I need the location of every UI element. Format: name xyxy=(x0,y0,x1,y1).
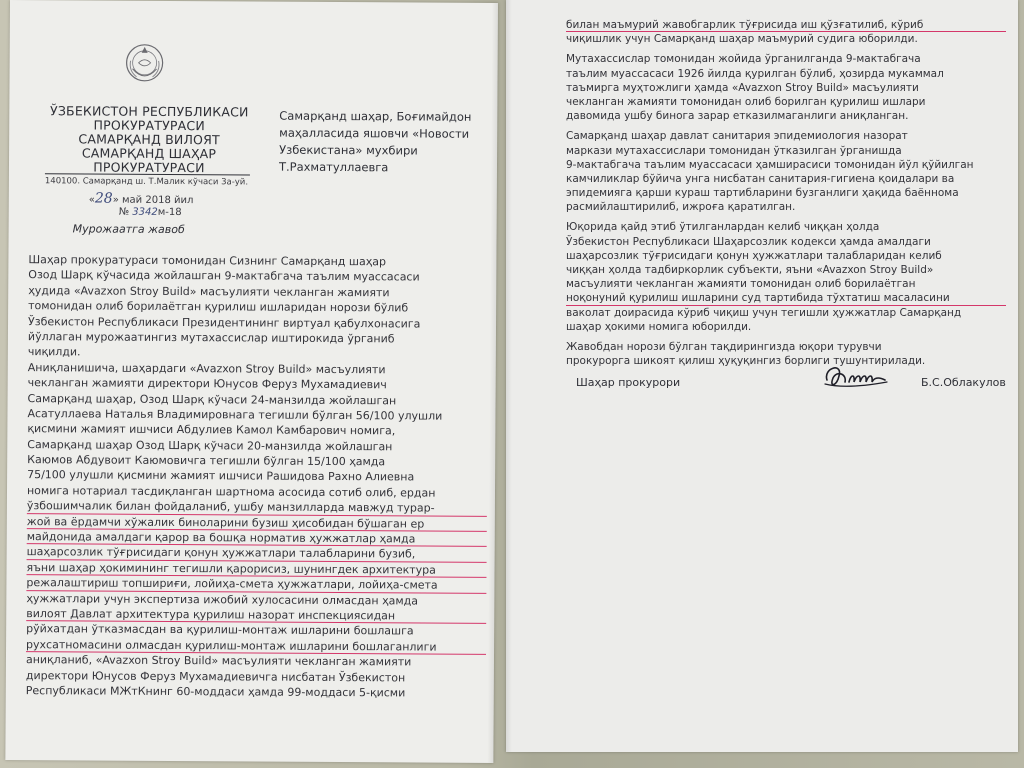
document-number xyxy=(119,207,182,218)
body-text-line: Республикаси МЖтКнинг 60-моддаси ҳамда 99-моддаси 5-қисми xyxy=(25,684,406,700)
body-text-line: қисмини жамият ишчиси Абдулиев Камол Камбарович номига, xyxy=(27,422,396,438)
issuer-line: ПРОКУРАТУРАСИ xyxy=(93,159,205,176)
underlined-text-line: ноқонуний қурилиш ишларини суд тартибида тўхтатиш масаласини xyxy=(566,291,1006,305)
body-text-line: 75/100 улушли қисмини жамият ишчиси Рашидова Рахно Алиевна xyxy=(27,468,415,484)
underlined-text-line: рухсатномасини олмасдан қурилиш-монтаж ишларини бошлаганлиги xyxy=(26,637,486,655)
issuer-address: 140100. Самарқанд ш. Т.Малик кўчаси 3а-уй. xyxy=(44,176,249,188)
body-text-line: Шаҳар прокуратураси томонидан Сизнинг Самарқанд шаҳар xyxy=(28,253,386,269)
underlined-text-line: шаҳарсозлик тўғрисидаги қонун ҳужжатлари талабларини бузиб, xyxy=(27,545,487,563)
issuer-block xyxy=(29,104,269,175)
body-text-line: Мутахассислар томонидан жойида ўрганилганда 9-мактабгача xyxy=(566,53,921,66)
recipient-block xyxy=(279,108,498,177)
body-text-line: Аниқланишича, шаҳардаги «Avazxon Stroy Build» масъулияти xyxy=(27,360,386,377)
underlined-text-line: яъни шаҳар ҳокимининг тегишли қарорисиз, шунингдек архитектура xyxy=(26,560,486,578)
doc-no-prefix: № xyxy=(118,206,130,218)
body-text-line: давомида ушбу бинога зарар етказилмаганлиги аниқланган. xyxy=(566,110,909,123)
underlined-text-line: вилоят Давлат архитектура қурилиш назорат инспекциясидан xyxy=(26,606,486,624)
issuer-line: САМАРҚАНД ВИЛОЯТ xyxy=(78,131,220,148)
underlined-text-line: режалаштириш топшириғи, лойиҳа-смета ҳужжатлари, лойиҳа-смета xyxy=(26,575,486,593)
body-text-line: рўйхатдан ўтказмасдан ва қурилиш-монтаж ишларини бошлашга xyxy=(26,622,414,638)
body-text-line: ҳудида «Avazxon Stroy Build» масъулияти чекланган жамияти xyxy=(28,283,390,300)
body-text-line: масъулияти чекланган жамияти томонидан олиб борилаётган xyxy=(566,278,916,291)
date-day: 28 xyxy=(94,190,113,207)
recipient-line: Узбекистана» мухбири xyxy=(279,142,418,158)
body-text-line: чекланган жамияти директори Юнусов Феруз Мухамадиевич xyxy=(27,376,387,392)
body-text-line: камчиликлар бўйича унга нисбатан санитария-гигиена қоидалари ва xyxy=(566,172,955,185)
body-text-line: таълим муассасаси 1926 йилда қурилган бўлиб, ҳозирда мукаммал xyxy=(566,67,944,80)
date-month-year: май 2018 йил xyxy=(121,194,194,207)
body-text-line: шаҳар ҳокими номига юборилди. xyxy=(566,320,752,333)
body-text-line: чиқишлик учун Самарқанд шаҳар маъмурий судига юборилди. xyxy=(566,33,918,46)
underlined-text-line: майдонида амалдаги қарор ва бошқа норматив ҳужжатлар ҳамда xyxy=(27,529,487,547)
body-text-line: прокурорга шикоят қилиш ҳуқуқингиз борлиги тушунтирилади. xyxy=(566,355,926,368)
state-emblem-icon xyxy=(122,39,166,85)
body-text-line: Самарқанд шаҳар Озод Шарқ кўчаси 20-манзилда жойлашган xyxy=(27,437,393,454)
body-text-line: эпидемияга қарши кураш тартибларини бузганлиги ҳақида баённома xyxy=(566,187,959,200)
underlined-text-line: жой ва ёрдамчи хўжалик биноларини бузиш ҳисобидан бўшаган ер xyxy=(27,514,487,532)
body-text-line: Самарқанд шаҳар, Озод Шарқ кўчаси 24-манзилда жойлашган xyxy=(27,391,397,407)
body-text-line: номига нотариал тасдиқланган шартнома асосида сотиб олиб, ердан xyxy=(26,483,436,500)
body-text-line: Асатуллаева Наталья Владимировнага тегишли бўлган 56/100 улушли xyxy=(27,407,443,423)
body-text-line: ҳужжатлари учун экспертиза ижобий хулосасини олмасдан ҳамда xyxy=(26,591,419,608)
body-text-line: Жавобдан норози бўлган тақдирингизда юқори турувчи xyxy=(566,340,882,353)
underlined-text-line: билан маъмурий жавобгарлик тўғрисида иш қўзғатилиб, кўриб xyxy=(566,18,1006,32)
body-text-line: Ўзбекистон Республикаси Шаҳарсозлик кодекси ҳамда амалдаги xyxy=(566,235,931,248)
body-text-line: Каюмов Абдувоит Каюмовичга тегишли бўлган 15/100 ҳамда xyxy=(27,453,386,469)
handwritten-signature-icon xyxy=(821,360,891,394)
letter-date: «28» май 2018 йил xyxy=(88,190,194,207)
page-fold-shadow xyxy=(506,0,512,752)
body-text-line: ваколат доирасида кўриб чиқиш учун тегишли ҳужжатлар Самарқанд xyxy=(566,306,962,319)
signer-name: Б.С.Облакулов xyxy=(921,376,1006,389)
letter-body-right xyxy=(566,18,1006,368)
letter-body-left xyxy=(26,252,489,701)
issuer-line: САМАРҚАНД ШАҲАР xyxy=(81,145,217,162)
body-text-line: чиққан ҳолда тадбиркорлик субъекти, яъни «Avazxon Stroy Build» xyxy=(566,264,934,276)
body-text-line: маркази мутахассислари томонидан ўтказилган ўрганишда xyxy=(566,144,902,157)
issuer-line: ПРОКУРАТУРАСИ xyxy=(93,117,205,134)
body-text-line: томонидан олиб борилаётган қурилиш ишларидан норози бўлиб xyxy=(28,299,409,315)
body-text-line: аниқланиб, «Avazxon Stroy Build» масъулияти чекланган жамияти xyxy=(25,653,412,669)
signature-block xyxy=(576,360,1006,400)
body-text-line: Юқорида қайд этиб ўтилганлардан келиб чиққан ҳолда xyxy=(566,221,880,234)
body-text-line: Ўзбекистон Республикаси Президентининг виртуал қабулхонасига xyxy=(27,314,421,331)
letter-page-2 xyxy=(506,0,1018,752)
body-text-line: чиқилди. xyxy=(27,345,81,359)
body-text-line: йўллаган мурожаатингиз мутахассислар иштирокида ўрганиб xyxy=(27,330,395,346)
recipient-line: маҳалласида яшовчи «Новости xyxy=(279,125,470,141)
recipient-line: Т.Рахматуллаевга xyxy=(278,159,389,175)
body-text-line: 9-мактабгача таълим муассасаси ҳамширасиси томонидан йўл қўйилган xyxy=(566,158,974,171)
signer-title: Шаҳар прокурори xyxy=(576,376,681,389)
recipient-line: Самарқанд шаҳар, Боғимайдон xyxy=(279,108,472,124)
doc-no-suffix: м-18 xyxy=(157,206,182,219)
underlined-text-line: ўзбошимчалик билан фойдаланиб, ушбу манзилларда мавжуд турар- xyxy=(27,498,487,516)
body-text-line: расмийлаштирилиб, ижроға қаратилган. xyxy=(566,201,796,214)
body-text-line: чекланган жамияти томонидан олиб борилган қурилиш ишлари xyxy=(566,95,926,108)
body-text-line: директори Юнусов Феруз Мухамадиевичга нисбатан Ўзбекистон xyxy=(25,668,406,684)
letter-subject: Мурожаатга жавоб xyxy=(72,222,185,237)
body-text-line: Озод Шарқ кўчасида жойлашган 9-мактабгача таълим муассасаси xyxy=(28,268,420,284)
doc-no-handwritten: 3342 xyxy=(132,206,158,218)
issuer-line: ЎЗБЕКИСТОН РЕСПУБЛИКАСИ xyxy=(50,103,249,120)
body-text-line: шаҳарсозлик тўғрисидаги қонун ҳужжатлари талабларидан келиб xyxy=(566,249,942,262)
issuer-divider xyxy=(45,173,250,175)
body-text-line: таъмирга муҳтожлиги ҳамда «Avazxon Stroy Build» масъулияти xyxy=(566,81,919,94)
body-text-line: Самарқанд шаҳар давлат санитария эпидемиология назорат xyxy=(566,130,908,143)
letter-page-1 xyxy=(5,0,498,763)
